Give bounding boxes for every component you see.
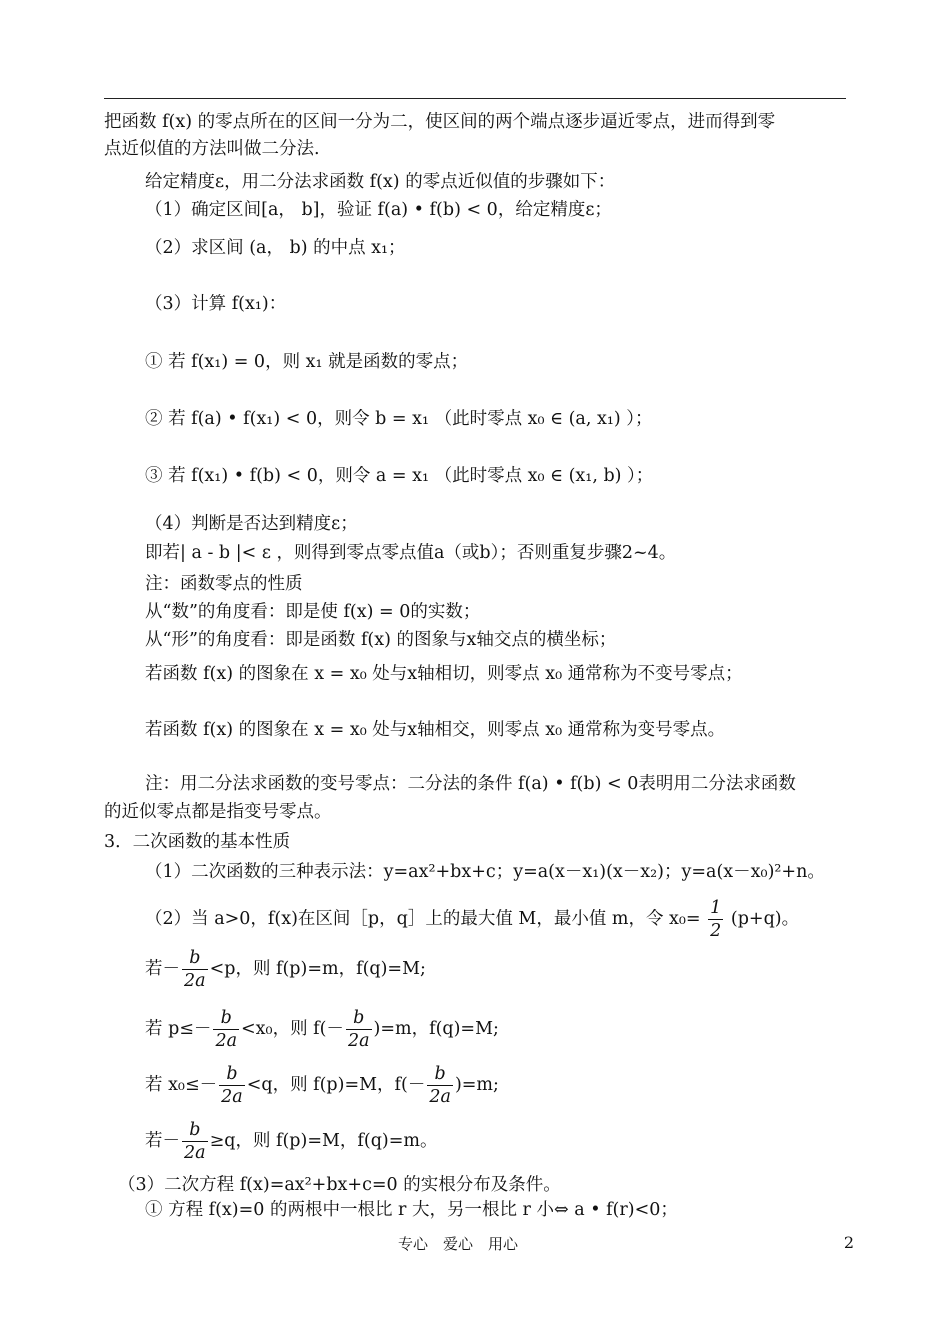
text-line: 即若| a - b |< ε ，则得到零点零点值a（或b）；否则重复步骤2~4。: [145, 543, 677, 563]
text-line: 注：用二分法求函数的变号零点：二分法的条件 f(a) • f(b) < 0表明用二分法求函数: [145, 774, 796, 794]
numerator: b: [427, 1063, 453, 1086]
numerator: b: [219, 1063, 245, 1086]
text-line: （1）确定区间[a， b]，验证 f(a) • f(b) < 0，给定精度ε；: [145, 200, 612, 220]
text-line: 从“形”的角度看：即是函数 f(x) 的图象与x轴交点的横坐标；: [145, 630, 617, 650]
formula-text: <q，则 f(p)=M，f(－: [246, 1075, 426, 1095]
numerator: b: [213, 1007, 239, 1030]
denominator: 2a: [221, 1087, 243, 1107]
formula-line: [145, 895, 799, 943]
text-line: （2）求区间 (a， b) 的中点 x₁；: [145, 238, 406, 258]
formula-text: ≥q，则 f(p)=M，f(q)=m。: [209, 1131, 438, 1151]
text-line: （4）判断是否达到精度ε；: [145, 514, 358, 534]
text-line: ① 若 f(x₁) = 0，则 x₁ 就是函数的零点；: [145, 352, 469, 372]
text-line: 的近似零点都是指变号零点。: [104, 802, 332, 822]
formula-text: <p，则 f(p)=m，f(q)=M;: [209, 959, 426, 979]
formula-text: )=m;: [454, 1075, 499, 1095]
denominator: 2a: [429, 1087, 451, 1107]
fraction: [182, 947, 208, 992]
denominator: 2a: [347, 1031, 370, 1051]
formula-text: <x₀，则 f(－: [241, 1019, 344, 1039]
section-heading: 3．二次函数的基本性质: [104, 832, 291, 852]
case-line: [145, 1061, 499, 1109]
text-line: 注：函数零点的性质: [145, 574, 303, 594]
text-line: 把函数 f(x) 的零点所在的区间一分为二，使区间的两个端点逐步逼近零点，进而得到零: [104, 112, 776, 132]
text-line: 从“数”的角度看：即是使 f(x) = 0的实数；: [145, 602, 481, 622]
formula-text: (p+q)。: [730, 909, 800, 929]
text-line: 点近似值的方法叫做二分法.: [104, 139, 320, 159]
text-line: 若函数 f(x) 的图象在 x = x₀ 处与x轴相切，则零点 x₀ 通常称为不变号零点；: [145, 664, 743, 684]
numerator: b: [182, 947, 208, 970]
case-line: [145, 1005, 499, 1053]
formula-text: 若 x₀≤－: [145, 1075, 218, 1095]
fraction: [182, 1119, 208, 1164]
fraction: [213, 1007, 239, 1052]
case-line: [145, 945, 426, 993]
case-line: [145, 1117, 438, 1165]
text-line: （3）计算 f(x₁)：: [145, 294, 287, 314]
footer-motto: 专心 爱心 用心: [398, 1235, 519, 1253]
formula-text: )=m，f(q)=M;: [373, 1019, 499, 1039]
text-line: ③ 若 f(x₁) • f(b) < 0，则令 a = x₁ （此时零点 x₀ ∈ (x₁, b) ）；: [145, 466, 654, 486]
text-line: ② 若 f(a) • f(x₁) < 0，则令 b = x₁ （此时零点 x₀ ∈ (a, x₁) ）；: [145, 409, 653, 429]
text-line: 若函数 f(x) 的图象在 x = x₀ 处与x轴相交，则零点 x₀ 通常称为变号零点。: [145, 720, 726, 740]
formula-text: （2）当 a>0，f(x)在区间［p，q］上的最大值 M，最小值 m，令 x₀=: [145, 909, 701, 929]
text-line: （3）二次方程 f(x)=ax²+bx+c=0 的实根分布及条件。: [118, 1175, 561, 1195]
numerator: b: [346, 1007, 372, 1030]
numerator: 1: [710, 898, 722, 918]
formula-text: 若－: [145, 959, 180, 979]
fraction: [427, 1063, 453, 1108]
fraction: [219, 1063, 245, 1108]
page-number: 2: [843, 1233, 854, 1252]
text-line: 给定精度ε，用二分法求函数 f(x) 的零点近似值的步骤如下：: [145, 172, 616, 192]
text-line: ① 方程 f(x)=0 的两根中一根比 r 大，另一根比 r 小⇔ a • f(r)<0；: [145, 1200, 678, 1220]
text-line: （1）二次函数的三种表示法：y=ax²+bx+c；y=a(x－x₁)(x－x₂)；y=a(x－x₀)²+n。: [145, 862, 825, 882]
fraction: [346, 1007, 372, 1052]
formula-text: 若 p≤－: [145, 1019, 212, 1039]
header-rule: [104, 98, 846, 99]
fraction: [708, 897, 723, 942]
denominator: 2a: [184, 971, 206, 991]
denominator: 2a: [215, 1031, 238, 1051]
denominator: 2a: [184, 1143, 206, 1163]
denominator: 2: [710, 921, 722, 941]
formula-text: 若－: [145, 1131, 180, 1151]
numerator: b: [182, 1119, 208, 1142]
